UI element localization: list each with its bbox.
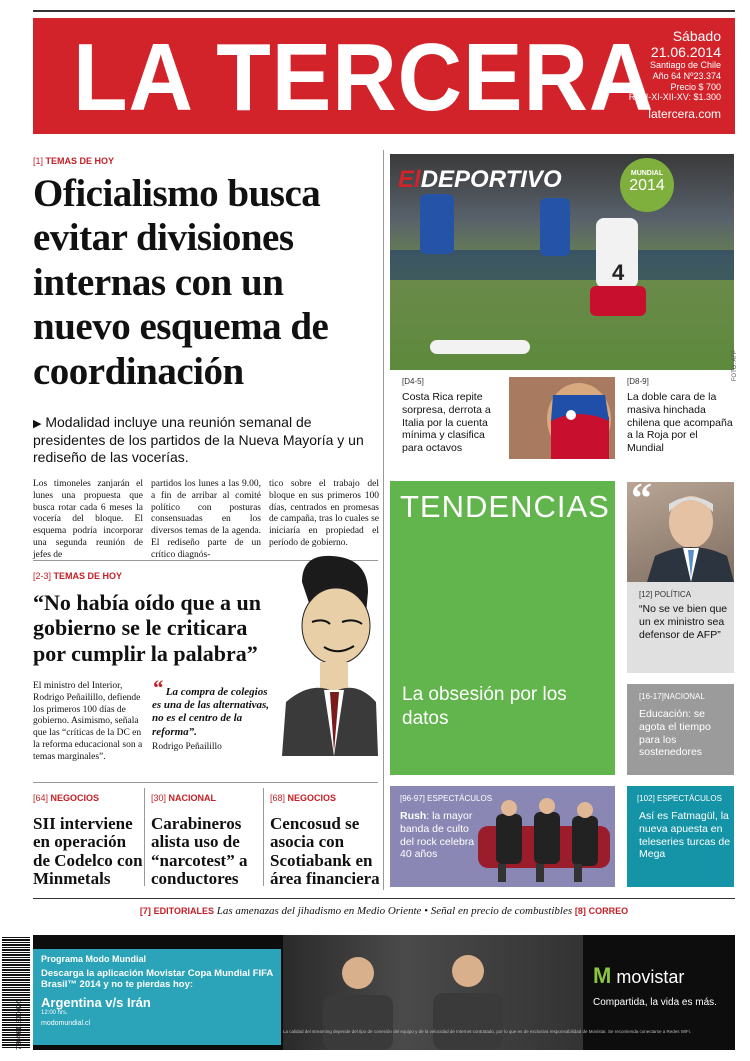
ad-brand: movistar bbox=[616, 967, 685, 987]
politica-tag-label: POLÍTICA bbox=[654, 590, 692, 599]
espectaculos-num: [96-97] bbox=[400, 794, 425, 803]
nacional-num: [16-17] bbox=[639, 692, 664, 701]
lead-tag-num: [1] bbox=[33, 156, 44, 166]
top-rule bbox=[33, 10, 735, 12]
second-tag-label: TEMAS DE HOY bbox=[53, 571, 123, 581]
espectaculos-tag-label: ESPECTÁCULOS bbox=[427, 794, 493, 803]
bottom-story-3[interactable] bbox=[270, 793, 382, 888]
second-tag bbox=[33, 571, 122, 581]
bottom-story-num: [30] bbox=[151, 793, 167, 803]
tendencias-box[interactable] bbox=[390, 481, 615, 775]
ad-match: Argentina v/s Irán bbox=[41, 994, 151, 1010]
masthead-price: Precio $ 700 bbox=[670, 81, 721, 92]
quote-mark-icon: “ bbox=[152, 675, 163, 700]
masthead-date: 21.06.2014 bbox=[650, 44, 721, 60]
second-tag-num: [2-3] bbox=[33, 571, 52, 581]
deportivo-brand-name: DEPORTIVO bbox=[420, 166, 562, 193]
svg-text:4: 4 bbox=[612, 260, 625, 285]
story-ref: [D8-9] bbox=[627, 377, 649, 386]
espectaculos-desc: : la mayor banda de culto del rock celebra 40 años bbox=[400, 810, 475, 861]
espectaculos-fatmagul-box[interactable] bbox=[627, 786, 734, 887]
espectaculos2-text: Así es Fatmagül, la nueva apuesta en teleseries turcas de Mega bbox=[639, 810, 731, 861]
ad-site[interactable]: modomundial.cl bbox=[41, 1019, 91, 1027]
photo-credit: FOTO: AFP bbox=[732, 350, 738, 382]
tendencias-title: TENDENCIAS bbox=[400, 489, 610, 524]
lead-headline[interactable]: Oficialismo busca evitar divisiones internas con un nuevo esquema de coordinación bbox=[33, 172, 329, 393]
second-body: El ministro del Interior, Rodrigo Peñailillo, defiende los primeros 100 días de gobierno. Asimismo, señala que las “críticas de la DC en la reforma educacional son a temas marginales”. bbox=[33, 681, 143, 762]
movistar-m-icon: M bbox=[593, 963, 612, 988]
bottom-story-tag: NACIONAL bbox=[168, 793, 217, 803]
movistar-ad[interactable] bbox=[33, 935, 735, 1050]
masthead-city: Santiago de Chile bbox=[649, 60, 721, 70]
espectaculos-text bbox=[400, 810, 480, 861]
divider bbox=[33, 782, 378, 783]
story-ref: [D4-5] bbox=[402, 377, 424, 386]
masthead-info bbox=[629, 28, 721, 121]
tendencias-subtitle: La obsesión por los datos bbox=[402, 684, 567, 729]
espectaculos2-tag-label: ESPECTÁCULOS bbox=[657, 794, 722, 803]
divider bbox=[33, 898, 735, 899]
caricature-illustration bbox=[272, 552, 380, 756]
nacional-box[interactable] bbox=[627, 684, 734, 775]
correo-tag: CORREO bbox=[588, 906, 629, 916]
bottom-story-tag: NEGOCIOS bbox=[287, 793, 337, 803]
pull-quote-text: La compra de colegios es una de las alternativas, no es el centro de la reforma”. bbox=[152, 686, 270, 738]
masthead-regions: R.I-II-XI-XII-XV: $1.300 bbox=[628, 92, 721, 103]
quote-marks-icon: “ bbox=[631, 476, 652, 522]
deportivo-brand-el: El bbox=[398, 166, 421, 193]
lead-body-col3: tico sobre el trabajo del bloque en sus primeros 100 días, centrados en promesas de campaña, tras lo cuales se iniciaría en propiedad el período de gobierno. bbox=[269, 479, 379, 548]
masthead-issue: Año 64 Nº23.374 bbox=[652, 70, 721, 81]
lead-body-col1: Los timoneles zanjarán el lunes una propuesta que busca rotar cada 6 meses la vocería del bloque. El esquema podría incorporar una segunda reunión de jefes de bbox=[33, 479, 143, 560]
bottom-story-1[interactable] bbox=[33, 793, 145, 888]
politica-story bbox=[639, 590, 734, 641]
editorial-strip[interactable] bbox=[33, 905, 735, 917]
bottom-story-headline: Carabineros alista uso de “narcotest” a conductores bbox=[151, 814, 248, 889]
editorial-num: [7] bbox=[139, 906, 151, 916]
ad-line: Descarga la aplicación Movistar Copa Mundial FIFA Brasil™ 2014 y no te pierdas hoy: bbox=[41, 968, 273, 991]
masthead-title[interactable]: LA TERCERA bbox=[73, 24, 655, 131]
editorial-tag: EDITORIALES bbox=[153, 906, 214, 916]
column-divider bbox=[263, 788, 264, 886]
espectaculos-rush-box[interactable] bbox=[390, 786, 615, 887]
pull-author: Rodrigo Peñailillo bbox=[152, 742, 222, 752]
espectaculos2-num: [102] bbox=[637, 794, 655, 803]
mundial-badge-year: 2014 bbox=[629, 177, 665, 194]
nacional-text: Educación: se agota el tiempo para los sostenedores bbox=[639, 708, 711, 759]
ad-panel bbox=[33, 949, 281, 1045]
ad-tagline: Compartida, la vida es más. bbox=[593, 997, 717, 1008]
pull-quote bbox=[152, 675, 270, 739]
second-headline[interactable]: “No había oído que a un gobierno se le criticara por cumplir la palabra” bbox=[33, 590, 262, 666]
espectaculos2-tag bbox=[637, 794, 722, 803]
ad-logo bbox=[593, 963, 717, 1008]
masthead bbox=[33, 18, 735, 134]
politica-quote: “No se ve bien que un ex ministro sea defensor de AFP” bbox=[639, 603, 728, 641]
correo-num: [8] bbox=[574, 906, 586, 916]
ad-fine-print: La calidad del streaming depende del tipo de conexión del equipo y de la velocidad de Internet contratado, por lo que es de exclusiva responsabilidad de Movistar. Se recomienda conectarse a Redes WiFi. bbox=[283, 1029, 692, 1034]
bottom-story-2[interactable] bbox=[151, 793, 263, 888]
deportivo-story-left[interactable] bbox=[402, 377, 502, 455]
deck-arrow-icon: ▶ bbox=[33, 418, 42, 430]
lead-tag bbox=[33, 156, 114, 166]
masthead-url[interactable]: latercera.com bbox=[648, 107, 721, 122]
band-photo-illustration bbox=[476, 790, 612, 886]
politica-tag bbox=[639, 590, 734, 599]
lead-deck-text: Modalidad incluye una reunión semanal de presidentes de los partidos de la Nueva Mayoría y un rediseño de las vocerías. bbox=[33, 414, 364, 466]
bottom-story-headline: SII interviene en operación de Codelco con Minmetals bbox=[33, 814, 143, 889]
politica-num: [12] bbox=[639, 590, 653, 599]
bottom-story-num: [68] bbox=[270, 793, 286, 803]
story-text: La doble cara de la masiva hinchada chilena que acompaña a la Roja por el Mundial bbox=[627, 391, 733, 455]
espectaculos-lead: Rush bbox=[400, 810, 427, 822]
fan-face-image bbox=[509, 377, 615, 459]
bottom-story-tag: NEGOCIOS bbox=[50, 793, 100, 803]
editorial-text: Las amenazas del jihadismo en Medio Oriente • Señal en precio de combustibles bbox=[216, 905, 573, 917]
story-text: Costa Rica repite sorpresa, derrota a Italia por la cuenta mínima y clasifica para octavos bbox=[402, 391, 491, 455]
bottom-story-num: [64] bbox=[33, 793, 49, 803]
ad-program: Programa Modo Mundial bbox=[41, 954, 147, 964]
lead-body-col2: partidos los lunes a las 9.00, a fin de arribar al comité político con posturas consensuadas en los diversos temas de la agenda. El rediseño parte de un crítico diagnós- bbox=[151, 479, 261, 560]
bottom-story-headline: Cencosud se asocia con Scotiabank en área financiera bbox=[270, 814, 380, 889]
masthead-day: Sábado bbox=[672, 28, 721, 44]
deportivo-brand bbox=[398, 166, 562, 194]
column-divider bbox=[383, 150, 384, 890]
ad-time: 12:00 hrs. bbox=[41, 1009, 68, 1016]
mundial-badge bbox=[620, 158, 674, 212]
deportivo-story-right[interactable] bbox=[627, 377, 734, 455]
nacional-tag-label: NACIONAL bbox=[663, 692, 705, 701]
barcode-number: 7804611930026 bbox=[16, 999, 23, 1050]
column-divider bbox=[144, 788, 145, 886]
lead-tag-label: TEMAS DE HOY bbox=[45, 156, 115, 166]
mundial-badge-label: MUNDIAL bbox=[630, 170, 664, 177]
nacional-tag bbox=[639, 692, 705, 701]
lead-deck bbox=[33, 414, 378, 467]
